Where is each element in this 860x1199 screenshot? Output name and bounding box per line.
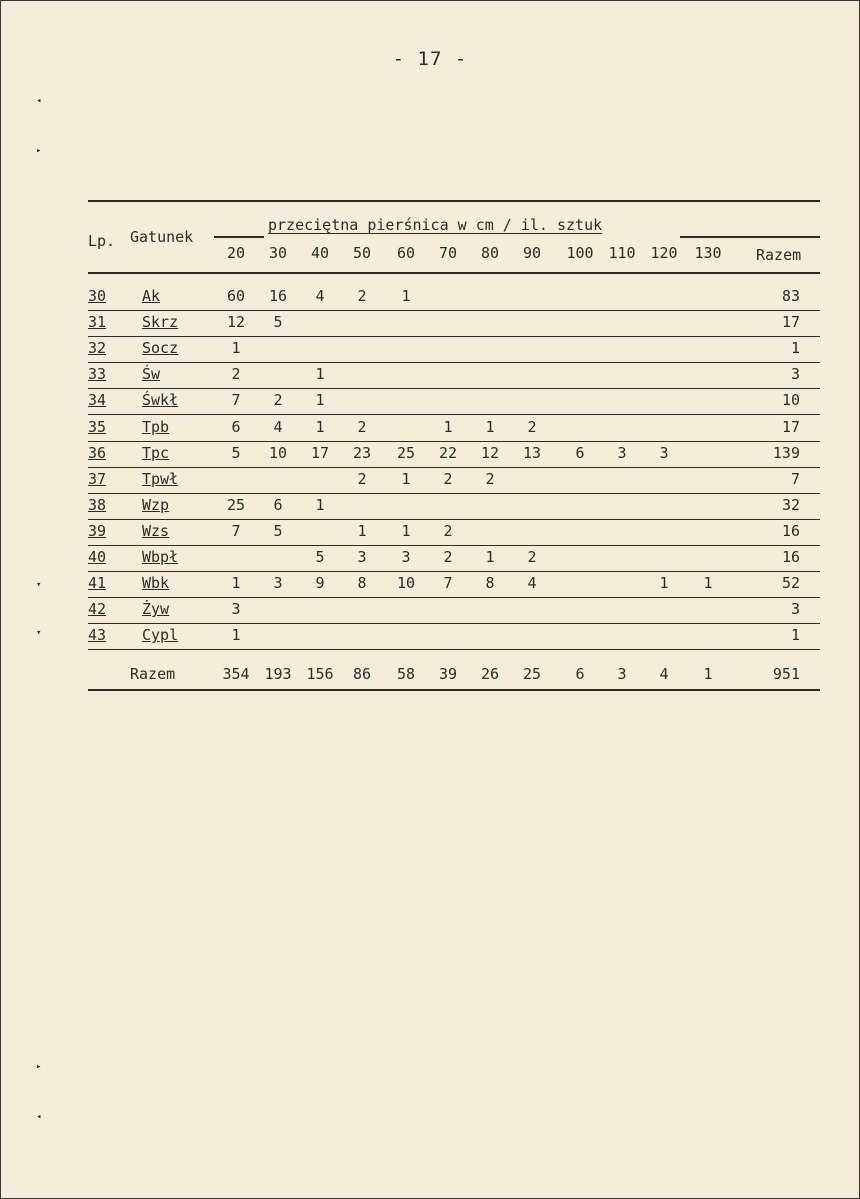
count-cell: 10 — [396, 574, 416, 593]
species-name: Socz — [142, 339, 179, 358]
count-cell: 1 — [401, 287, 411, 305]
margin-mark: ◂ — [36, 1112, 42, 1122]
row-total: 139 — [772, 443, 800, 462]
margin-mark: ◂ — [36, 96, 42, 106]
row-total: 17 — [781, 313, 800, 332]
column-total: 354 — [222, 665, 250, 683]
count-cell: 1 — [315, 417, 325, 436]
count-cell: 2 — [527, 417, 537, 436]
column-header: 50 — [352, 244, 372, 262]
count-cell: 1 — [231, 626, 241, 645]
caption-trail-rule — [680, 236, 820, 238]
count-cell: 3 — [659, 443, 669, 462]
count-cell: 1 — [443, 417, 453, 436]
header-bottom-rule — [88, 272, 820, 274]
count-cell: 2 — [527, 548, 537, 566]
species-name: Skrz — [142, 313, 179, 332]
count-cell: 3 — [273, 574, 283, 593]
row-total: 10 — [781, 391, 800, 410]
table-row — [88, 493, 820, 520]
species-name: Żyw — [142, 600, 170, 619]
count-cell: 8 — [357, 574, 367, 593]
margin-mark: ▸ — [36, 146, 42, 156]
row-total: 83 — [781, 287, 800, 305]
caption-lead-rule — [214, 236, 264, 238]
species-name: Cypl — [142, 626, 179, 645]
row-number: 42 — [88, 600, 107, 619]
column-header: 30 — [268, 244, 288, 262]
table-row — [88, 519, 820, 546]
row-number: 32 — [88, 339, 107, 358]
column-total: 3 — [617, 665, 627, 683]
column-header: 20 — [226, 244, 246, 262]
column-header: 40 — [310, 244, 330, 262]
column-total: 86 — [352, 665, 372, 683]
count-cell: 6 — [575, 443, 585, 462]
table-row — [88, 388, 820, 415]
table-row — [88, 597, 820, 624]
count-cell: 2 — [443, 469, 453, 488]
table-bottom-rule — [88, 689, 820, 691]
count-cell: 6 — [231, 417, 241, 436]
species-name: Ak — [142, 287, 161, 305]
row-number: 41 — [88, 574, 107, 593]
row-total: 16 — [781, 548, 800, 566]
species-name: Tpb — [142, 417, 170, 436]
count-cell: 7 — [443, 574, 453, 593]
table-row — [88, 362, 820, 389]
count-cell: 5 — [273, 313, 283, 332]
page-number: - 17 - — [392, 48, 468, 70]
table-top-rule — [88, 200, 820, 202]
table-row — [88, 310, 820, 337]
count-cell: 1 — [231, 339, 241, 358]
column-header: 130 — [694, 244, 722, 262]
diameter-caption: przeciętna pierśnica w cm / il. sztuk — [268, 216, 603, 234]
table-row — [88, 545, 820, 572]
count-cell: 12 — [226, 313, 246, 332]
count-cell: 1 — [357, 521, 367, 540]
totals-label: Razem — [130, 665, 176, 683]
column-total: 156 — [306, 665, 334, 683]
count-cell: 2 — [231, 365, 241, 384]
count-cell: 3 — [231, 600, 241, 619]
row-total: 1 — [790, 339, 800, 358]
margin-mark: ▾ — [36, 580, 42, 590]
row-number: 31 — [88, 313, 107, 332]
count-cell: 1 — [315, 391, 325, 410]
count-cell: 1 — [485, 548, 495, 566]
table-row — [88, 415, 820, 442]
table-row — [88, 441, 820, 468]
row-total: 3 — [790, 365, 800, 384]
row-number: 39 — [88, 521, 107, 540]
table-row — [88, 467, 820, 494]
count-cell: 2 — [485, 469, 495, 488]
count-cell: 3 — [401, 548, 411, 566]
column-total: 1 — [703, 665, 713, 683]
grand-total: 951 — [772, 665, 800, 683]
count-cell: 1 — [401, 521, 411, 540]
column-header: 60 — [396, 244, 416, 262]
species-header: Gatunek — [130, 228, 194, 246]
margin-mark: ▸ — [36, 1062, 42, 1072]
count-cell: 7 — [231, 391, 241, 410]
count-cell: 5 — [231, 443, 241, 462]
species-name: Wzs — [142, 521, 170, 540]
margin-mark: ▾ — [36, 628, 42, 638]
column-header: 100 — [566, 244, 594, 262]
row-number: 36 — [88, 443, 107, 462]
count-cell: 22 — [438, 443, 458, 462]
column-total: 25 — [522, 665, 542, 683]
count-cell: 1 — [703, 574, 713, 593]
count-cell: 23 — [352, 443, 372, 462]
table-row — [88, 336, 820, 363]
count-cell: 2 — [273, 391, 283, 410]
count-cell: 1 — [659, 574, 669, 593]
count-cell: 3 — [617, 443, 627, 462]
column-total: 39 — [438, 665, 458, 683]
row-number: 35 — [88, 417, 107, 436]
count-cell: 1 — [485, 417, 495, 436]
count-cell: 7 — [231, 521, 241, 540]
totals-row — [88, 662, 820, 690]
count-cell: 1 — [315, 365, 325, 384]
column-total: 26 — [480, 665, 500, 683]
count-cell: 25 — [226, 495, 246, 514]
table-row — [88, 571, 820, 598]
count-cell: 8 — [485, 574, 495, 593]
count-cell: 16 — [268, 287, 288, 305]
row-total: 16 — [781, 521, 800, 540]
column-header: 90 — [522, 244, 542, 262]
count-cell: 2 — [357, 469, 367, 488]
count-cell: 4 — [527, 574, 537, 593]
column-header: 110 — [608, 244, 636, 262]
column-header: 80 — [480, 244, 500, 262]
count-cell: 2 — [443, 521, 453, 540]
column-header: 70 — [438, 244, 458, 262]
count-cell: 2 — [357, 417, 367, 436]
species-name: Wbpł — [142, 548, 179, 566]
row-number: 33 — [88, 365, 107, 384]
lp-header: Lp. — [88, 232, 116, 250]
column-total: 58 — [396, 665, 416, 683]
species-name: Wbk — [142, 574, 170, 593]
row-total: 7 — [790, 469, 800, 488]
total-column-header: Razem — [756, 246, 802, 264]
count-cell: 1 — [401, 469, 411, 488]
count-cell: 5 — [273, 521, 283, 540]
count-cell: 4 — [273, 417, 283, 436]
column-header: 120 — [650, 244, 678, 262]
count-cell: 60 — [226, 287, 246, 305]
row-total: 32 — [781, 495, 800, 514]
row-number: 40 — [88, 548, 107, 566]
row-number: 43 — [88, 626, 107, 645]
species-name: Tpwł — [142, 469, 179, 488]
row-number: 30 — [88, 287, 107, 305]
count-cell: 25 — [396, 443, 416, 462]
species-name: Wzp — [142, 495, 170, 514]
row-number: 34 — [88, 391, 107, 410]
row-number: 38 — [88, 495, 107, 514]
table-row — [88, 284, 820, 311]
count-cell: 10 — [268, 443, 288, 462]
table-row — [88, 623, 820, 650]
count-cell: 9 — [315, 574, 325, 593]
count-cell: 13 — [522, 443, 542, 462]
count-cell: 3 — [357, 548, 367, 566]
count-cell: 1 — [231, 574, 241, 593]
count-cell: 2 — [357, 287, 367, 305]
row-total: 52 — [781, 574, 800, 593]
column-total: 193 — [264, 665, 292, 683]
count-cell: 5 — [315, 548, 325, 566]
column-total: 6 — [575, 665, 585, 683]
count-cell: 2 — [443, 548, 453, 566]
species-name: Św — [142, 365, 161, 384]
species-name: Tpc — [142, 443, 170, 462]
count-cell: 6 — [273, 495, 283, 514]
species-name: Śwkł — [142, 391, 179, 410]
column-total: 4 — [659, 665, 669, 683]
count-cell: 12 — [480, 443, 500, 462]
row-number: 37 — [88, 469, 107, 488]
row-total: 1 — [790, 626, 800, 645]
row-total: 3 — [790, 600, 800, 619]
count-cell: 17 — [310, 443, 330, 462]
count-cell: 4 — [315, 287, 325, 305]
row-total: 17 — [781, 417, 800, 436]
count-cell: 1 — [315, 495, 325, 514]
